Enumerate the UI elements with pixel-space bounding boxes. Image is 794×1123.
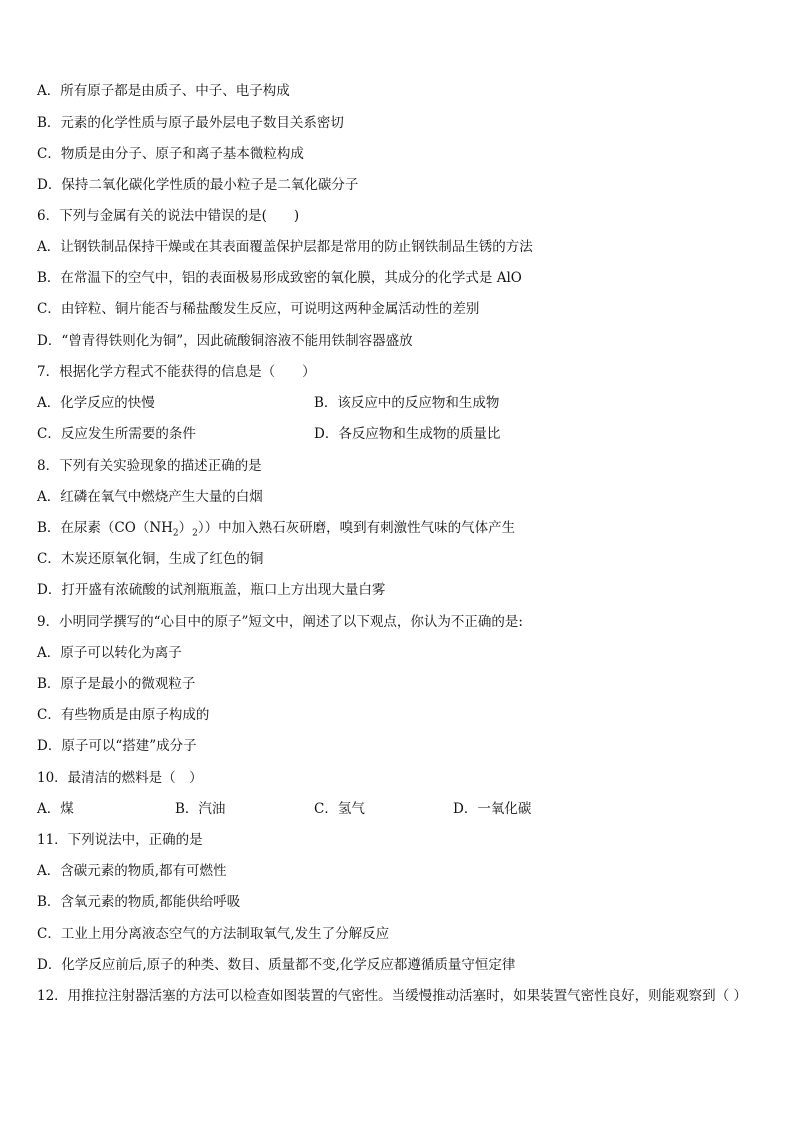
question-8: 8．下列有关实验现象的描述正确的是: [37, 458, 262, 474]
q11-option-d: D．化学反应前后,原子的种类、数目、质量都不变,化学反应都遵循质量守恒定律: [37, 957, 516, 973]
q5-option-d: D．保持二氧化碳化学性质的最小粒子是二氧化碳分子: [37, 177, 359, 193]
q9-option-c: C．有些物质是由原子构成的: [37, 707, 210, 723]
q7-options-row2: [37, 423, 764, 445]
question-11: 11．下列说法中，正确的是: [37, 832, 203, 848]
q11-option-b: B．含氧元素的物质,都能供给呼吸: [37, 894, 241, 910]
q10-option-b: B．汽油: [175, 801, 226, 817]
q11-option-a: A．含碳元素的物质,都有可燃性: [37, 863, 227, 879]
q8-option-d: D．打开盛有浓硫酸的试剂瓶瓶盖，瓶口上方出现大量白雾: [37, 582, 386, 598]
q6-option-d: D．“曾青得铁则化为铜”，因此硫酸铜溶液不能用铁制容器盛放: [37, 333, 413, 349]
q10-options-row: [37, 798, 764, 820]
q9-option-a: A．原子可以转化为离子: [37, 645, 182, 661]
q9-option-b: B．原子是最小的微观粒子: [37, 676, 196, 692]
q8b-text-mid: ）: [178, 520, 193, 536]
q5-option-b: B．元素的化学性质与原子最外层电子数目关系密切: [37, 115, 344, 131]
q8b-subscript-1: 2: [172, 528, 179, 539]
q5-option-a: A．所有原子都是由质子、中子、电子构成: [37, 83, 290, 99]
q5-option-c: C．物质是由分子、原子和离子基本微粒构成: [37, 146, 304, 162]
q8-option-b: [37, 517, 764, 539]
q7-option-a: A．化学反应的快慢: [37, 395, 155, 411]
q6-option-a: A．让钢铁制品保持干燥或在其表面覆盖保护层都是常用的防止钢铁制品生锈的方法: [37, 239, 533, 255]
q11-option-c: C．工业上用分离液态空气的方法制取氧气,发生了分解反应: [37, 926, 390, 942]
q6-option-c: C．由锌粒、铜片能否与稀盐酸发生反应，可说明这两种金属活动性的差别: [37, 301, 480, 317]
q8b-subscript-2: 2: [192, 528, 198, 539]
q8b-text-end: ））中加入熟石灰研磨，嗅到有刺激性气味的气体产生: [197, 520, 516, 536]
q8-option-c: C．木炭还原氧化铜，生成了红色的铜: [37, 551, 264, 567]
q7-option-c: C．反应发生所需要的条件: [37, 426, 196, 442]
q6-option-b: B．在常温下的空气中，铝的表面极易形成致密的氧化膜，其成分的化学式是 AlO: [37, 270, 522, 286]
q8-option-a: A．红磷在氧气中燃烧产生大量的白烟: [37, 489, 263, 505]
q7-options-row1: [37, 392, 764, 414]
q8b-text-start: B．在尿素（CO（NH: [37, 520, 173, 536]
question-12: 12．用推拉注射器活塞的方法可以检查如图装置的气密性。当缓慢推动活塞时，如果装置气密性良好，则能观察到（ ）: [37, 988, 747, 1004]
q7-option-b: B．该反应中的反应物和生成物: [314, 395, 500, 411]
q10-option-c: C．氢气: [314, 801, 365, 817]
question-6: 6．下列与金属有关的说法中错误的是( ): [37, 208, 300, 224]
q10-option-a: A．煤: [37, 801, 74, 817]
q10-option-d: D．一氧化碳: [453, 801, 532, 817]
question-10: 10．最清洁的燃料是（ ）: [37, 770, 203, 786]
q7-option-d: D．各反应物和生成物的质量比: [314, 426, 501, 442]
q9-option-d: D．原子可以“搭建”成分子: [37, 738, 197, 754]
question-7: 7．根据化学方程式不能获得的信息是（ ）: [37, 364, 316, 380]
question-9: 9．小明同学撰写的“心目中的原子”短文中，阐述了以下观点，你认为不正确的是:: [37, 614, 523, 630]
